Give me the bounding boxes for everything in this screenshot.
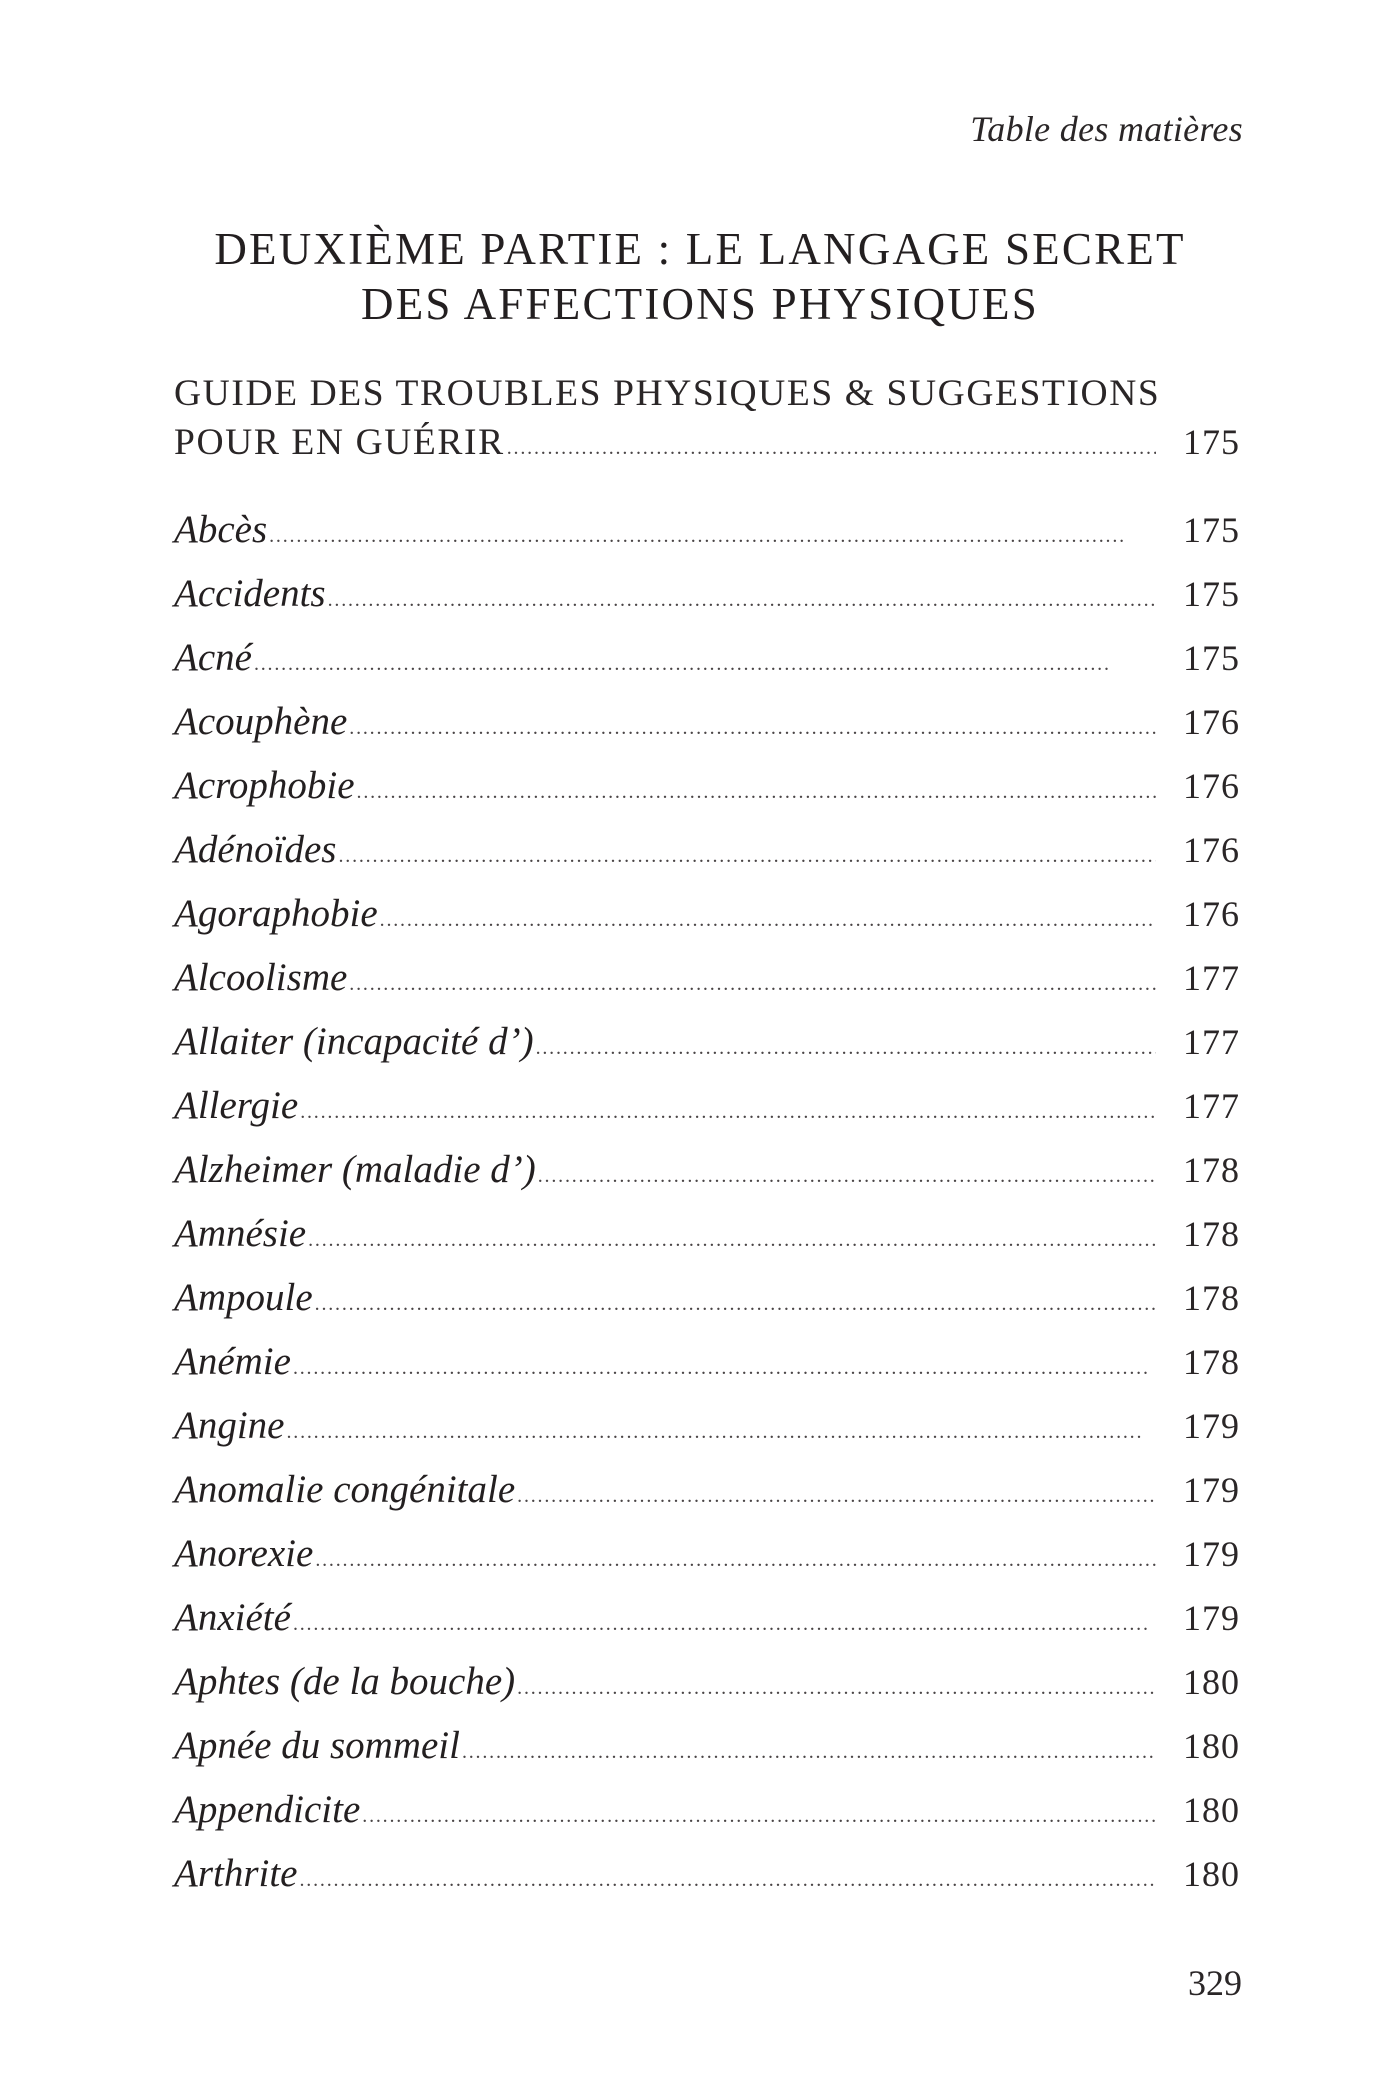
part-title-line-1: DEUXIÈME PARTIE : LE LANGAGE SECRET (214, 224, 1186, 274)
toc-entry[interactable] (174, 1074, 1240, 1138)
toc-entry-term: Appendicite (174, 1788, 361, 1831)
toc-entry-term: Arthrite (174, 1852, 298, 1895)
dot-leader (286, 1400, 1156, 1464)
toc-entry-term: Allergie (174, 1084, 299, 1127)
section-heading-line-2 (174, 418, 1240, 472)
dot-leader (254, 632, 1156, 696)
toc-entry-term: Acouphène (174, 700, 348, 743)
dot-leader (536, 1016, 1156, 1080)
toc-entry[interactable] (174, 818, 1240, 882)
toc-entry[interactable] (174, 562, 1240, 626)
toc-entry[interactable] (174, 626, 1240, 690)
toc-entry[interactable] (174, 1394, 1240, 1458)
toc-entry[interactable] (174, 1650, 1240, 1714)
toc-entry-term: Aphtes (de la bouche) (174, 1660, 516, 1703)
toc-entry-page: 175 (1183, 574, 1240, 614)
dot-leader (293, 1592, 1156, 1656)
toc-entry-term: Apnée du sommeil (174, 1724, 460, 1767)
toc-entry-page: 175 (1183, 510, 1240, 550)
toc-entry[interactable] (174, 1842, 1240, 1906)
toc-entry-page: 177 (1183, 958, 1240, 998)
toc-section-heading[interactable] (174, 370, 1240, 472)
toc-entry-term: Agoraphobie (174, 892, 378, 935)
toc-entry-page: 180 (1183, 1662, 1240, 1702)
toc-entry-page: 178 (1183, 1214, 1240, 1254)
section-page-number: 175 (1183, 422, 1240, 462)
toc-entry-page: 178 (1183, 1150, 1240, 1190)
dot-leader (362, 1784, 1156, 1848)
toc-entry-page: 180 (1183, 1854, 1240, 1894)
toc-entry-page: 176 (1183, 830, 1240, 870)
dot-leader (269, 504, 1156, 568)
toc-entry-term: Acrophobie (174, 764, 355, 807)
dot-leader (380, 888, 1156, 952)
toc-entry-page: 179 (1183, 1534, 1240, 1574)
section-heading-line-1: GUIDE DES TROUBLES PHYSIQUES & SUGGESTIONS (174, 373, 1161, 414)
dot-leader (300, 1080, 1156, 1144)
toc-entry-page: 179 (1183, 1598, 1240, 1638)
toc-entry-term: Angine (174, 1404, 285, 1447)
toc-entry[interactable] (174, 690, 1240, 754)
dot-leader (308, 1208, 1156, 1272)
dot-leader (517, 1464, 1156, 1528)
toc-entry[interactable] (174, 1586, 1240, 1650)
dot-leader (538, 1144, 1156, 1208)
toc-entry[interactable] (174, 1330, 1240, 1394)
dot-leader (315, 1272, 1156, 1336)
part-title (150, 222, 1250, 332)
dot-leader (293, 1336, 1156, 1400)
toc-entry-term: Acné (174, 636, 252, 679)
toc-entry-page: 180 (1183, 1726, 1240, 1766)
toc-entry[interactable] (174, 1778, 1240, 1842)
toc-entry-term: Anorexie (174, 1532, 314, 1575)
toc-entry-term: Anémie (174, 1340, 291, 1383)
toc-entry-page: 179 (1183, 1470, 1240, 1510)
toc-entry-page: 179 (1183, 1406, 1240, 1446)
dot-leader (517, 1656, 1156, 1720)
toc-entry-term: Alzheimer (maladie d’) (174, 1148, 536, 1191)
toc-entry-term: Adénoïdes (174, 828, 337, 871)
toc-entry-page: 178 (1183, 1278, 1240, 1318)
dot-leader (300, 1848, 1157, 1912)
toc-entry-list (174, 498, 1240, 1906)
toc-entry-page: 176 (1183, 894, 1240, 934)
toc-entry[interactable] (174, 882, 1240, 946)
dot-leader (338, 824, 1156, 888)
toc-entry-term: Anomalie congénitale (174, 1468, 516, 1511)
dot-leader (328, 568, 1156, 632)
toc-entry[interactable] (174, 1202, 1240, 1266)
page-number: 329 (1188, 1963, 1242, 2003)
toc-entry-term: Amnésie (174, 1212, 307, 1255)
dot-leader (507, 424, 1156, 472)
toc-entry[interactable] (174, 1010, 1240, 1074)
toc-entry[interactable] (174, 1138, 1240, 1202)
toc-entry[interactable] (174, 1714, 1240, 1778)
toc-entry[interactable] (174, 498, 1240, 562)
toc-entry-page: 180 (1183, 1790, 1240, 1830)
dot-leader (357, 760, 1156, 824)
running-head: Table des matières (970, 109, 1243, 149)
toc-entry[interactable] (174, 754, 1240, 818)
toc-entry-page: 176 (1183, 702, 1240, 742)
dot-leader (315, 1528, 1156, 1592)
toc-entry-page: 175 (1183, 638, 1240, 678)
toc-entry-page: 176 (1183, 766, 1240, 806)
toc-entry-term: Accidents (174, 572, 326, 615)
dot-leader (349, 952, 1156, 1016)
section-heading-label: POUR EN GUÉRIR (174, 422, 505, 463)
toc-entry[interactable] (174, 1266, 1240, 1330)
toc-entry-term: Abcès (174, 508, 268, 551)
toc-entry-page: 177 (1183, 1022, 1240, 1062)
toc-entry-term: Alcoolisme (174, 956, 348, 999)
toc-entry-page: 178 (1183, 1342, 1240, 1382)
toc-entry-term: Allaiter (incapacité d’) (174, 1020, 534, 1063)
dot-leader (462, 1720, 1156, 1784)
toc-entry-page: 177 (1183, 1086, 1240, 1126)
toc-entry[interactable] (174, 1522, 1240, 1586)
toc-entry-term: Ampoule (174, 1276, 313, 1319)
dot-leader (349, 696, 1156, 760)
toc-entry[interactable] (174, 946, 1240, 1010)
toc-entry-term: Anxiété (174, 1596, 291, 1639)
part-title-line-2: DES AFFECTIONS PHYSIQUES (361, 279, 1039, 329)
toc-entry[interactable] (174, 1458, 1240, 1522)
